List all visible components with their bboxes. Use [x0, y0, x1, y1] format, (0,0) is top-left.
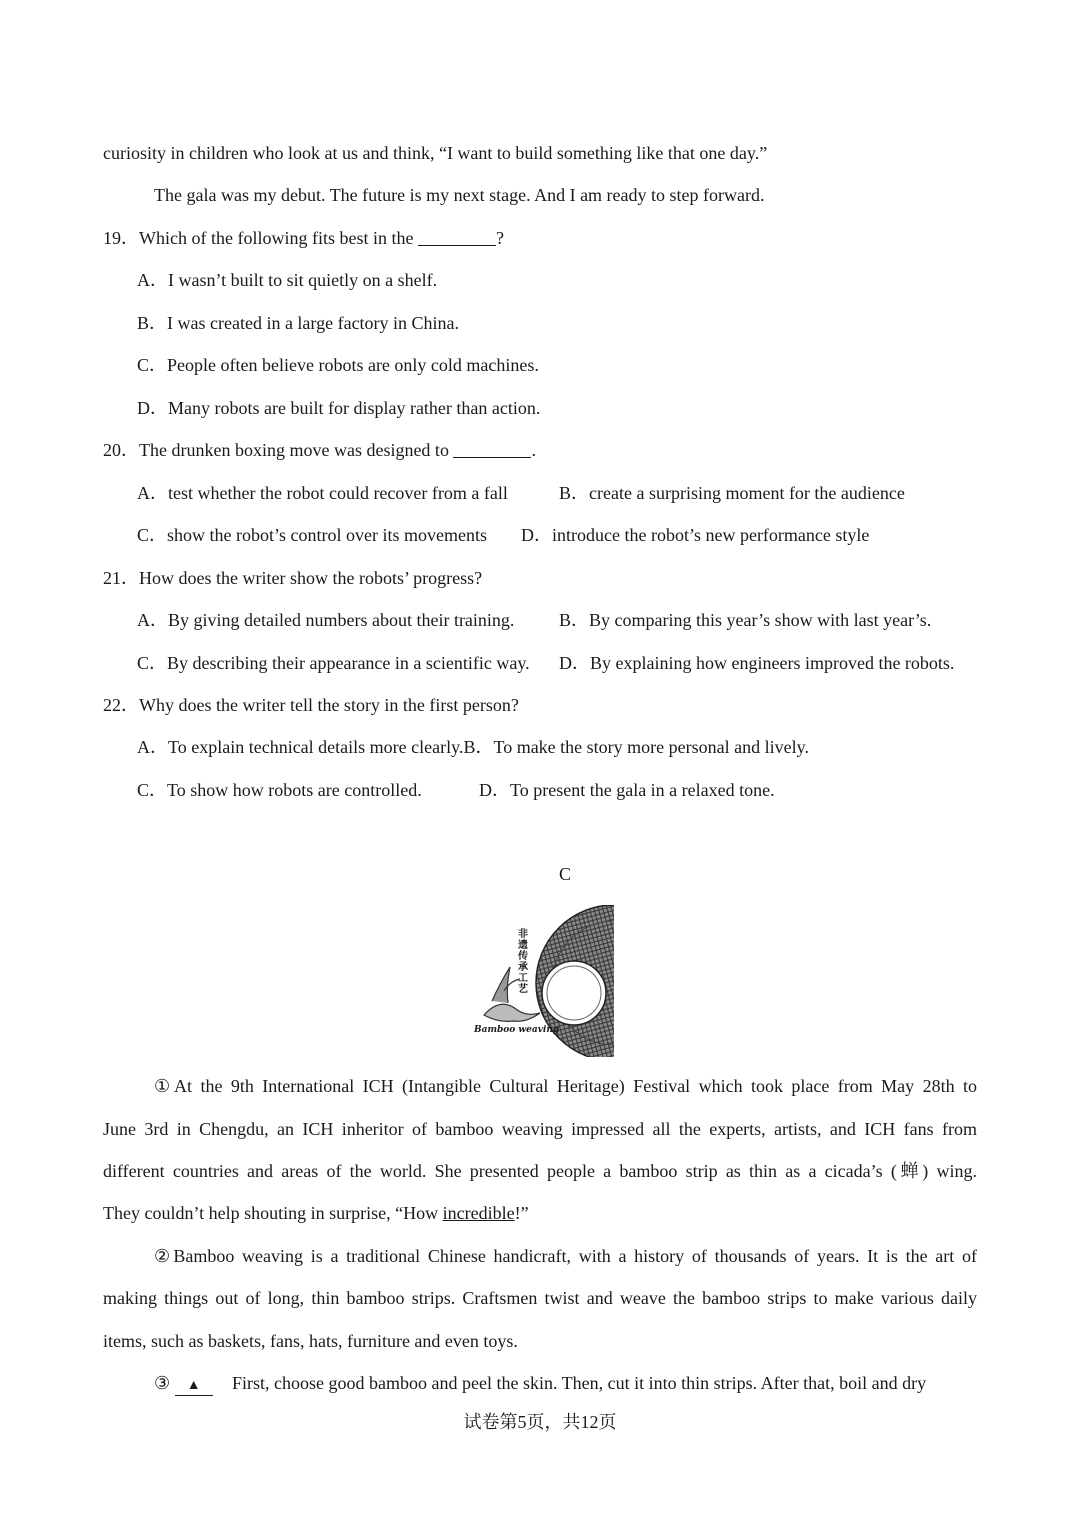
paragraph-1-line: ①At the 9th International ICH (Intangible Cultural Heritage) Festival which took place from May 28th to	[154, 1076, 977, 1096]
question-stem: Why does the writer tell the story in the first person?	[139, 695, 519, 715]
question-21	[103, 566, 482, 590]
paragraph-2-line: making things out of long, thin bamboo strips. Craftsmen twist and weave the bamboo strips to make various daily	[103, 1288, 977, 1308]
section-heading: C	[558, 864, 571, 884]
question-number: 19．	[103, 228, 139, 248]
image-caption: Bamboo weaving	[474, 1025, 560, 1035]
option-b-text: B．To make the story more personal and lively.	[463, 737, 809, 757]
option-d: D．To present the gala in a relaxed tone.	[479, 780, 775, 800]
paragraph-1-line: They couldn’t help shouting in surprise, “How incredible!”	[103, 1203, 529, 1223]
option-a: A．I wasn’t built to sit quietly on a shelf.	[137, 270, 438, 290]
paragraph-2-line: items, such as baskets, fans, hats, furniture and even toys.	[103, 1331, 518, 1351]
question-number: 20．	[103, 440, 139, 460]
option-a: A．test whether the robot could recover from a fall	[137, 483, 508, 503]
paragraph-3-text: First, choose good bamboo and peel the skin. Then, cut it into thin strips. After that, boil and dry	[232, 1373, 927, 1393]
paragraph-3-line	[154, 1371, 213, 1396]
option-b: B．create a surprising moment for the audience	[559, 483, 905, 503]
option-d: D．By explaining how engineers improved the robots.	[559, 653, 955, 673]
option-c: C．show the robot’s control over its movements	[137, 525, 487, 545]
paragraph-marker: ③	[154, 1373, 171, 1393]
vertical-caption: 非遗传承工艺	[518, 929, 528, 995]
option-d: D．Many robots are built for display rather than action.	[137, 398, 541, 418]
paragraph-1-line: June 3rd in Chengdu, an ICH inheritor of bamboo weaving impressed all the experts, artists, and ICH fans from	[103, 1119, 977, 1139]
option-a	[137, 735, 809, 759]
question-19: 19．Which of the following fits best in the ?	[103, 228, 504, 248]
option-a: A．By giving detailed numbers about their training.	[137, 610, 515, 630]
question-number: 21．	[103, 568, 139, 588]
triangle-blank: ▲	[175, 1377, 213, 1396]
passage-text-line: curiosity in children who look at us and think, “I want to build something like that one day.”	[103, 143, 768, 163]
bamboo-weaving-image	[470, 905, 614, 1057]
option-a-text: A．To explain technical details more clearly.	[137, 737, 464, 757]
question-number: 22．	[103, 695, 139, 715]
page-footer: 试卷第5页，共12页	[463, 1412, 617, 1432]
question-stem: Which of the following fits best in the	[139, 228, 418, 248]
paragraph-2-line: ②Bamboo weaving is a traditional Chinese handicraft, with a history of thousands of years. It is the art of	[154, 1246, 977, 1266]
paragraph-1-line: different countries and areas of the world. She presented people a bamboo strip as thin as a cicada’s (蝉) wing.	[103, 1161, 977, 1181]
answer-blank	[453, 441, 531, 458]
question-stem: How does the writer show the robots’ progress?	[139, 568, 483, 588]
option-c: C．To show how robots are controlled.	[137, 780, 422, 800]
option-d: D．introduce the robot’s new performance style	[521, 525, 870, 545]
passage-text-line: The gala was my debut. The future is my next stage. And I am ready to step forward.	[154, 185, 765, 205]
option-b: B．I was created in a large factory in China.	[137, 313, 460, 333]
question-22	[103, 693, 519, 717]
option-c: C．People often believe robots are only cold machines.	[137, 355, 539, 375]
option-c: C．By describing their appearance in a scientific way.	[137, 653, 530, 673]
option-b: B．By comparing this year’s show with last year’s.	[559, 610, 932, 630]
question-20: 20．The drunken boxing move was designed to .	[103, 440, 536, 460]
question-stem: The drunken boxing move was designed to	[139, 440, 454, 460]
underlined-word: incredible	[442, 1203, 515, 1223]
answer-blank	[418, 229, 496, 246]
